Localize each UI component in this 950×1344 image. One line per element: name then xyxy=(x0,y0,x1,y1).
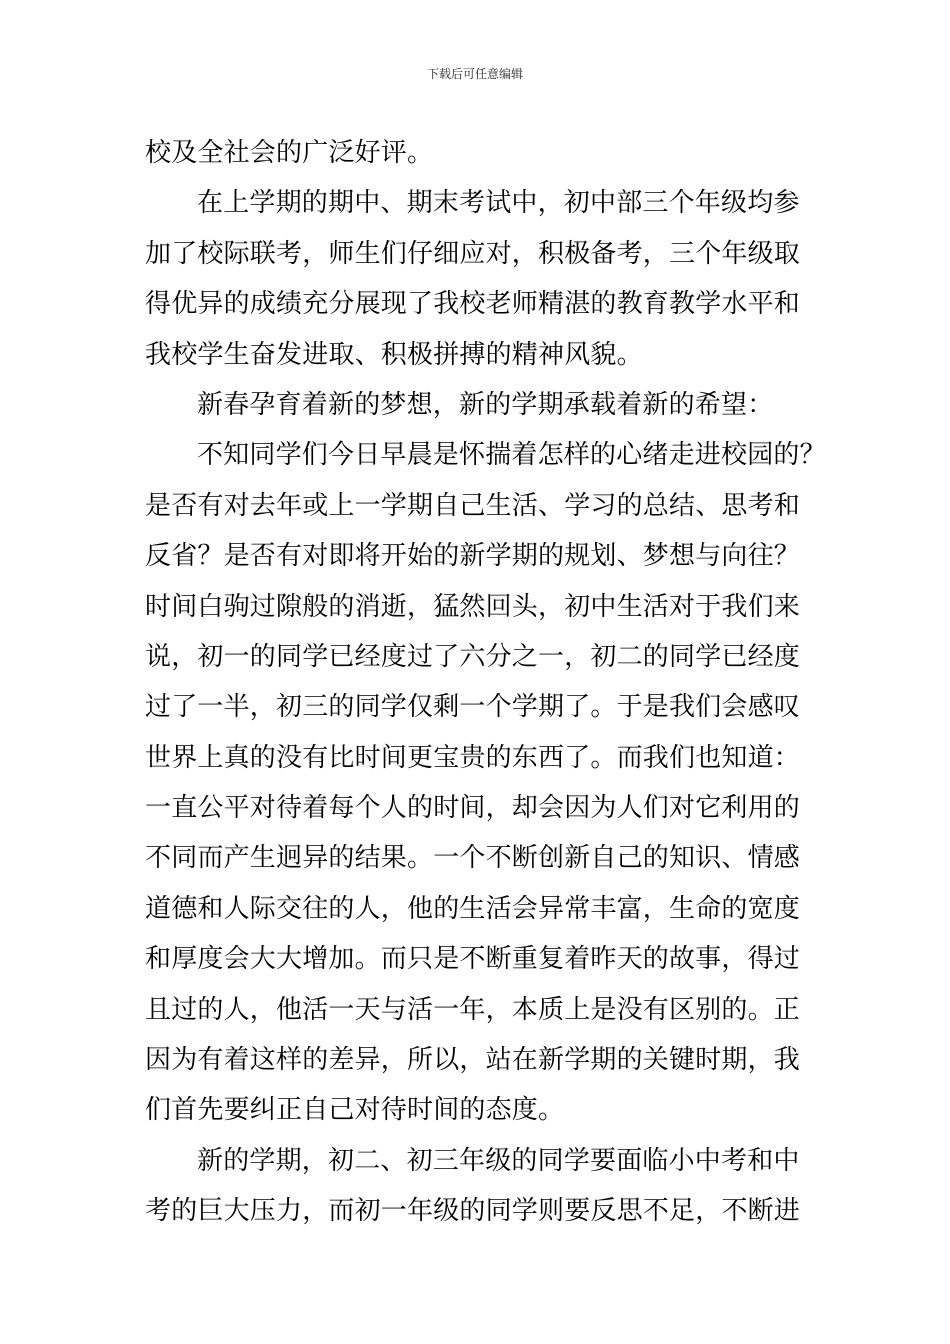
text-line: 校及全社会的广泛好评。 xyxy=(145,138,434,168)
text-line: 新的学期，初二、初三年级的同学要面临小中考和中 xyxy=(197,1145,800,1176)
text-line: 考的巨大压力，而初一年级的同学则要反思不足，不断进 xyxy=(145,1196,801,1227)
text-line: 不同而产生迥异的结果。一个不断创新自己的知识、情感 xyxy=(145,843,801,874)
text-line: 时间白驹过隙般的消逝，猛然回头，初中生活对于我们来 xyxy=(145,591,801,622)
document-body xyxy=(145,128,825,1237)
text-line: 是否有对去年或上一学期自己生活、学习的总结、思考和 xyxy=(145,490,801,521)
text-line: 且过的人，他活一天与活一年，本质上是没有区别的。正 xyxy=(145,994,801,1025)
text-line: 因为有着这样的差异，所以，站在新学期的关键时期，我 xyxy=(145,1045,801,1076)
text-line: 我校学生奋发进取、积极拼搏的精神风貌。 xyxy=(145,339,643,370)
page-header: 下载后可任意编辑 xyxy=(426,67,523,81)
text-line: 世界上真的没有比时间更宝贵的东西了。而我们也知道： xyxy=(145,742,801,773)
text-line: 在上学期的期中、期末考试中，初中部三个年级均参 xyxy=(197,188,800,219)
text-line: 一直公平对待着每个人的时间，却会因为人们对它利用的 xyxy=(145,793,801,824)
text-line: 不知同学们今日早晨是怀揣着怎样的心绪走进校园的？ xyxy=(197,440,826,471)
text-line: 说，初一的同学已经度过了六分之一，初二的同学已经度 xyxy=(145,641,801,672)
text-line: 加了校际联考，师生们仔细应对，积极备考，三个年级取 xyxy=(145,238,801,269)
text-line: 新春孕育着新的梦想，新的学期承载着新的希望： xyxy=(197,389,774,420)
text-line: 过了一半，初三的同学仅剩一个学期了。于是我们会感叹 xyxy=(145,692,801,723)
text-line: 们首先要纠正自己对待时间的态度。 xyxy=(145,1095,565,1126)
text-line: 得优异的成绩充分展现了我校老师精湛的教育教学水平和 xyxy=(145,289,801,320)
text-line: 和厚度会大大增加。而只是不断重复着昨天的故事，得过 xyxy=(145,944,801,975)
text-line: 道德和人际交往的人，他的生活会异常丰富，生命的宽度 xyxy=(145,893,801,924)
text-line: 反省？是否有对即将开始的新学期的规划、梦想与向往？ xyxy=(145,541,801,572)
